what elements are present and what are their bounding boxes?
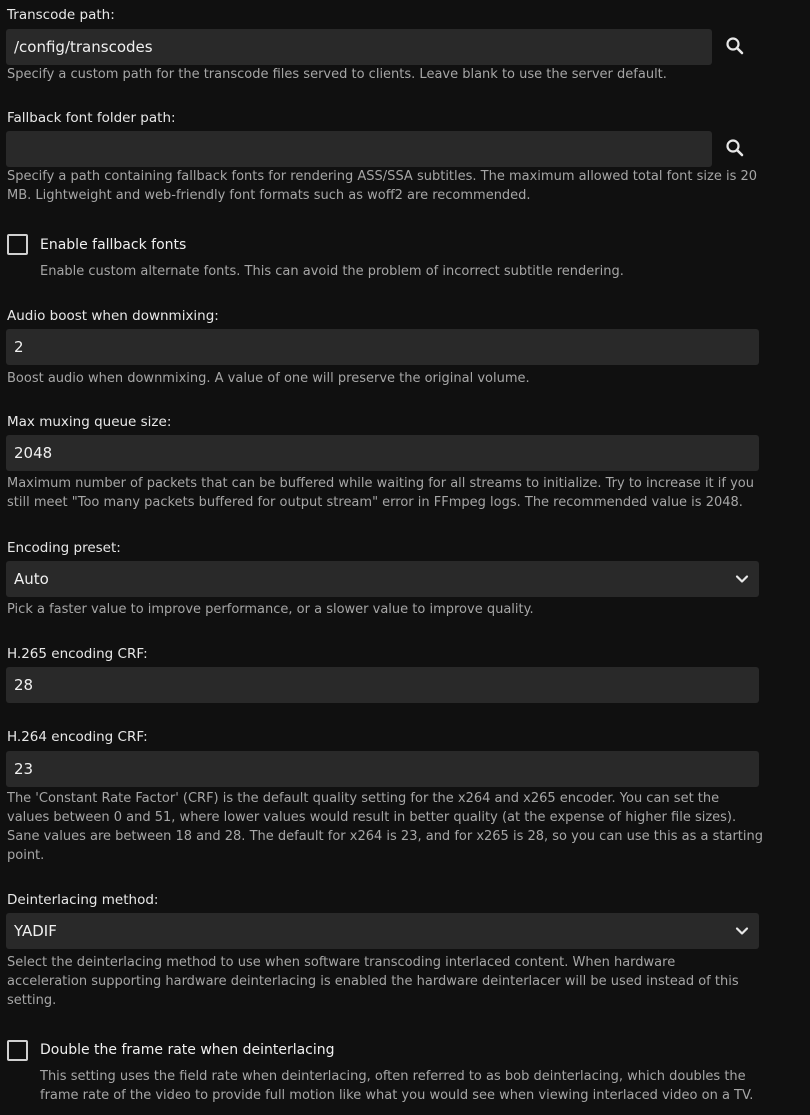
double-frame-rate-description: This setting uses the field rate when deinterlacing, often referred to as bob deinterlacing, which doubles the frame rate of the video to provide full motion like what you would see when viewing interlaced video on a TV.: [40, 1069, 754, 1103]
transcode-path-search-button[interactable]: [720, 31, 750, 61]
audio-boost-input[interactable]: [6, 329, 759, 365]
h265-crf-input[interactable]: [6, 667, 759, 703]
deinterlacing-method-description: Select the deinterlacing method to use when software transcoding interlaced content. When hardware acceleration supporting hardware deinterlacing is enabled the hardware deinterlacer will be used instead of this setting.: [7, 955, 739, 1008]
max-muxing-queue-label: Max muxing queue size:: [7, 414, 172, 430]
encoding-preset-label: Encoding preset:: [7, 540, 121, 556]
enable-fallback-fonts-description: Enable custom alternate fonts. This can avoid the problem of incorrect subtitle rendering.: [40, 264, 624, 279]
transcode-path-label: Transcode path:: [7, 7, 115, 23]
h264-crf-description: The 'Constant Rate Factor' (CRF) is the default quality setting for the x264 and x265 encoder. You can set the values between 0 and 51, where lower values would result in better quality (at the expense of higher file sizes). Sane values are between 18 and 28. The default for x264 is 23, and for x265 is 28, so you can use this as a starting point.: [7, 791, 763, 863]
max-muxing-queue-description: Maximum number of packets that can be buffered while waiting for all streams to initialize. Try to increase it if you still meet "Too many packets buffered for output stream" error in FFmpeg logs. The recommended value is 2048.: [7, 476, 754, 510]
h265-crf-label: H.265 encoding CRF:: [7, 646, 148, 662]
fallback-font-path-label: Fallback font folder path:: [7, 110, 176, 126]
encoding-preset-description: Pick a faster value to improve performance, or a slower value to improve quality.: [7, 602, 534, 617]
double-frame-rate-label: Double the frame rate when deinterlacing: [40, 1042, 335, 1058]
encoding-preset-value: Auto: [14, 570, 49, 588]
max-muxing-queue-input[interactable]: [6, 435, 759, 471]
deinterlacing-method-select[interactable]: [6, 913, 759, 949]
chevron-down-icon: [735, 572, 749, 586]
fallback-font-path-description: Specify a path containing fallback fonts for rendering ASS/SSA subtitles. The maximum allowed total font size is 20 MB. Lightweight and web-friendly font formats such as woff2 are recommended.: [7, 169, 758, 203]
encoding-preset-select[interactable]: [6, 561, 759, 597]
search-icon: [725, 138, 745, 158]
audio-boost-description: Boost audio when downmixing. A value of one will preserve the original volume.: [7, 371, 530, 386]
chevron-down-icon: [735, 924, 749, 938]
fallback-font-path-search-button[interactable]: [720, 133, 750, 163]
fallback-font-path-input[interactable]: [6, 131, 712, 167]
audio-boost-label: Audio boost when downmixing:: [7, 308, 219, 324]
transcode-path-description: Specify a custom path for the transcode files served to clients. Leave blank to use the server default.: [7, 67, 667, 82]
transcode-path-input[interactable]: [6, 29, 712, 65]
h264-crf-label: H.264 encoding CRF:: [7, 729, 148, 745]
search-icon: [725, 36, 745, 56]
enable-fallback-fonts-checkbox[interactable]: [7, 234, 28, 255]
deinterlacing-method-value: YADIF: [14, 922, 57, 940]
h264-crf-input[interactable]: [6, 751, 759, 787]
enable-fallback-fonts-label: Enable fallback fonts: [40, 237, 187, 253]
deinterlacing-method-label: Deinterlacing method:: [7, 892, 159, 908]
double-frame-rate-checkbox[interactable]: [7, 1040, 28, 1061]
